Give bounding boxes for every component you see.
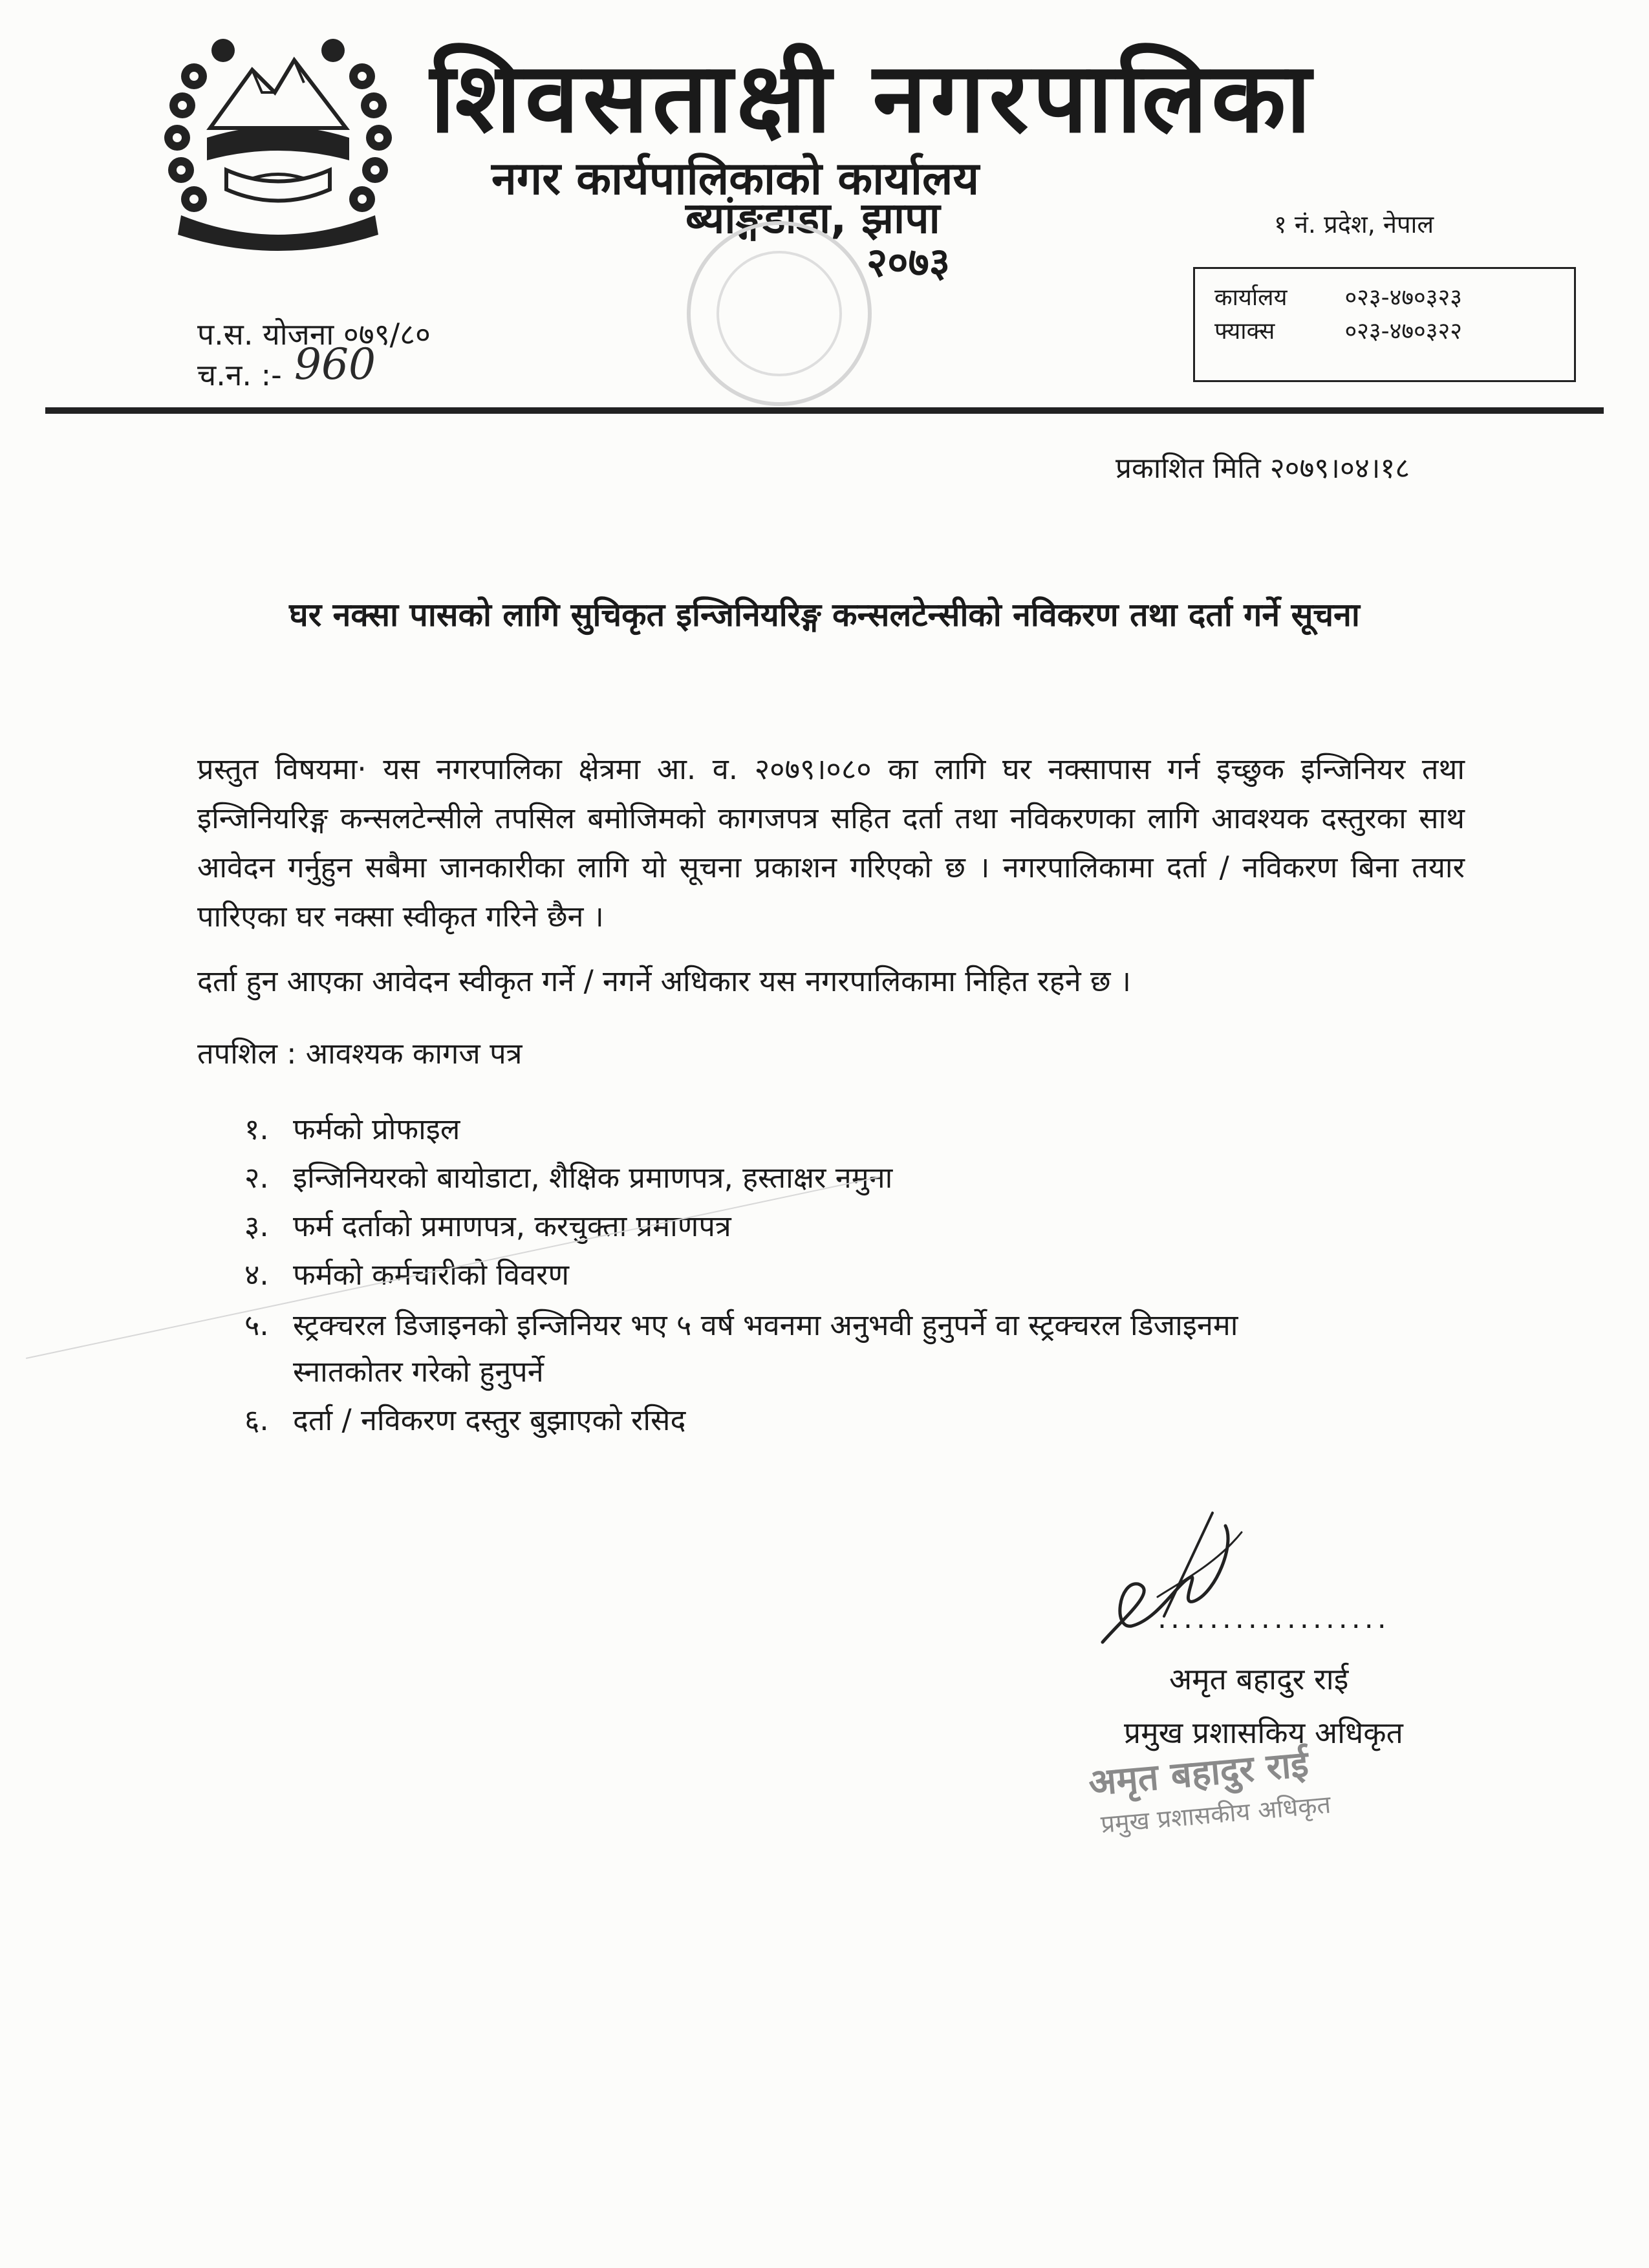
list-item-number: १.	[244, 1112, 269, 1146]
office-address: ब्यांङ्गडाडा, झापा	[685, 193, 940, 243]
published-date: प्रकाशित मिति २०७९।०४।१८	[1116, 452, 1410, 485]
list-item-number: ५.	[244, 1308, 269, 1342]
office-subtitle: नगर कार्यपालिकाको कार्यालय	[491, 152, 980, 205]
header-divider	[45, 407, 1604, 414]
stamp-post: प्रमुख प्रशासकीय अधिकृत	[1099, 1790, 1332, 1839]
contact-box	[1193, 267, 1576, 382]
list-item-text: फर्मको प्रोफाइल	[293, 1112, 460, 1146]
body-paragraph-2: दर्ता हुन आएका आवेदन स्वीकृत गर्ने / नगर्ने अधिकार यस नगरपालिकामा निहित रहने छ ।	[197, 964, 1131, 998]
dispatch-number-handwritten: 960	[294, 339, 376, 389]
municipality-emblem	[155, 31, 401, 251]
list-item-text-continued: स्नातकोतर गरेको हुनुपर्ने	[293, 1354, 544, 1389]
list-item-text: इन्जिनियरको बायोडाटा, शैक्षिक प्रमाणपत्र, हस्ताक्षर नमुना	[293, 1161, 893, 1195]
body-paragraph-1: प्रस्तुत विषयमा· यस नगरपालिका क्षेत्रमा आ. व. २०७९।०८० का लागि घर नक्सापास गर्न इच्छुक इन्जिनियर तथा इन्जिनियरिङ्ग कन्सलटेन्सीले तपसिल बमोजिमको कागजपत्र सहित दर्ता तथा नविकरणका लागि आवश्यक दस्तुरका साथ आवेदन गर्नुहुन सबैमा जानकारीका लागि यो सूचना प्रकाशन गरिएको छ । नगरपालिकामा दर्ता / नविकरण बिना तयार पारिएका घर नक्सा स्वीकृत गरिने छैन ।	[197, 752, 1465, 934]
dispatch-number-label: च.न. :-	[197, 358, 282, 392]
municipality-title: शिवसताक्षी नगरपालिका	[430, 42, 1315, 155]
list-item-text: स्ट्रक्चरल डिजाइनको इन्जिनियर भए ५ वर्ष भवनमा अनुभवी हुनुपर्ने वा स्ट्रक्चरल डिजाइनमा	[293, 1308, 1238, 1342]
stamp-name: अमृत बहादुर राई	[1086, 1743, 1311, 1804]
fax-row	[1214, 314, 1462, 346]
signatory-post: प्रमुख प्रशासकिय अधिकृत	[1124, 1715, 1403, 1750]
list-item-text: दर्ता / नविकरण दस्तुर बुझाएको रसिद	[293, 1403, 686, 1437]
list-item-number: ६.	[244, 1403, 269, 1437]
office-phone-number: ०२३-४७०३२३	[1344, 284, 1462, 311]
signatory-name: अमृत बहादुर राई	[1169, 1662, 1349, 1696]
list-item-number: ३.	[244, 1209, 269, 1243]
fax-label: फ्याक्स	[1214, 318, 1275, 345]
office-phone-row	[1214, 281, 1462, 312]
list-item-text: फर्मको कर्मचारीको विवरण	[293, 1257, 570, 1292]
faint-office-stamp	[673, 213, 886, 414]
fax-number: ०२३-४७०३२२	[1344, 318, 1462, 345]
established-year: २०७३	[867, 239, 950, 286]
signature-line: ..................	[1158, 1602, 1390, 1635]
required-documents-heading: तपशिल : आवश्यक कागज पत्र	[197, 1036, 523, 1071]
list-item-number: २.	[244, 1161, 269, 1195]
list-item-number: ४.	[244, 1257, 269, 1292]
province-label: १ नं. प्रदेश, नेपाल	[1274, 210, 1434, 239]
list-item-text: फर्म दर्ताको प्रमाणपत्र, करचुक्ता प्रमाणपत्र	[293, 1209, 731, 1243]
notice-title: घर नक्सा पासको लागि सुचिकृत इन्जिनियरिङ्ग कन्सलटेन्सीको नविकरण तथा दर्ता गर्ने सूचना	[289, 596, 1360, 634]
reference-number: प.स. योजना ०७९/८०	[197, 317, 431, 352]
office-phone-label: कार्यालय	[1214, 284, 1288, 311]
